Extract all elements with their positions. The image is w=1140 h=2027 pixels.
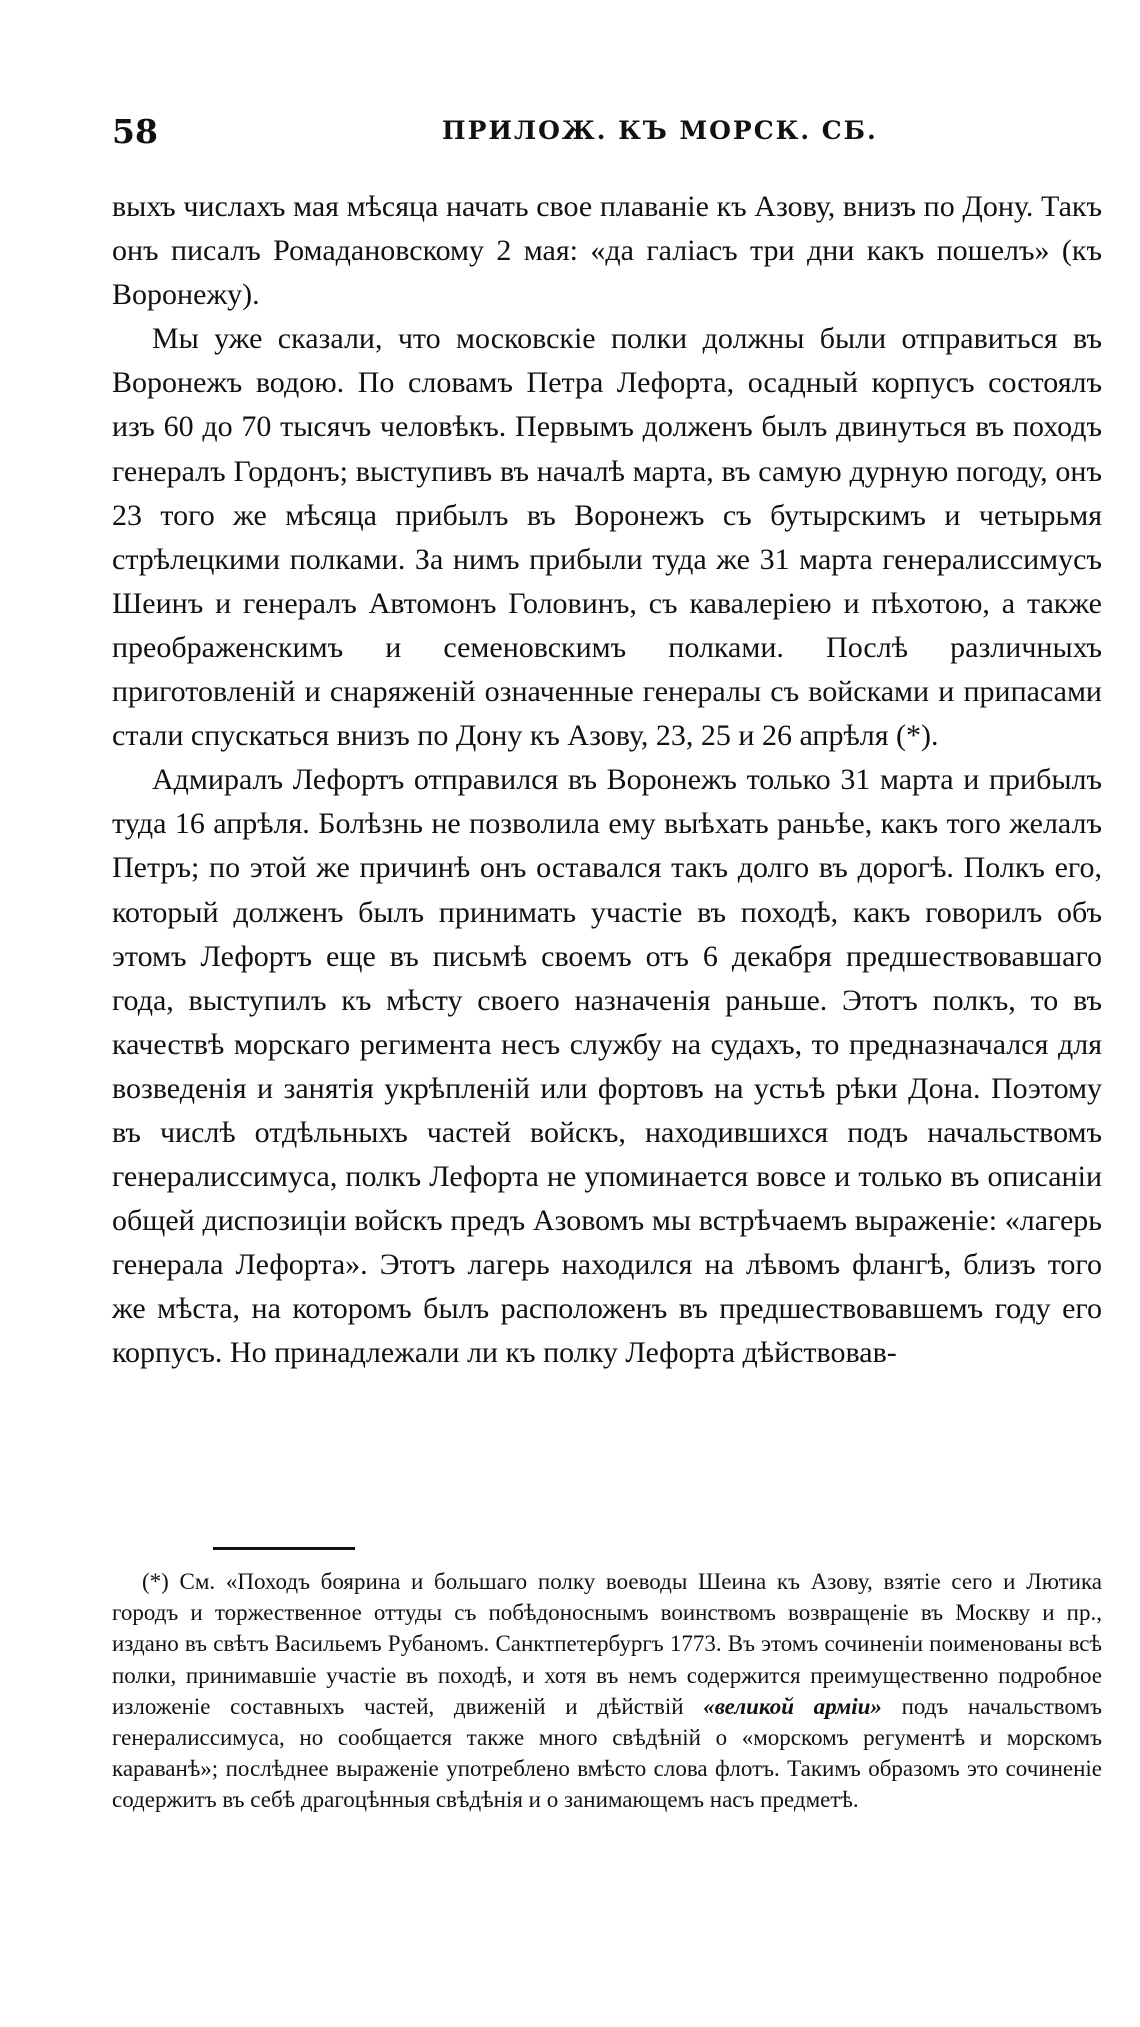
footnote-emphasis: «великой арміи» bbox=[703, 1693, 882, 1719]
paragraph-1: выхъ числахъ мая мѣсяца начать свое плаваніе къ Азову, внизъ по Дону. Такъ онъ писалъ Ромадановскому 2 мая: «да галіасъ три дни какъ пошелъ» (къ Воронежу). bbox=[112, 190, 1102, 312]
footnote-paragraph bbox=[112, 1566, 1102, 1816]
paragraph-3: Адмиралъ Лефортъ отправился въ Воронежъ только 31 марта и прибылъ туда 16 апрѣля. Болѣзнь не позволила ему выѣхать раньѣе, какъ того желалъ Петръ; по этой же причинѣ онъ оставался такъ долго въ дорогѣ. Полкъ его, который долженъ былъ принимать участіе въ походѣ, какъ говорилъ объ этомъ Лефортъ еще въ письмѣ своемъ отъ 6 декабря предшествовавшаго года, выступилъ къ мѣсту своего назначенія раньше. Этотъ полкъ, то въ качествѣ морскаго регимента несъ службу на судахъ, то предназначался для возведенія и занятія укрѣпленій или фортовъ на устьѣ рѣки Дона. Поэтому въ числѣ отдѣльныхъ частей войскъ, находившихся подъ начальствомъ генералиссимуса, полкъ Лефорта не упоминается вовсе и только въ описаніи общей диспозиціи войскъ предъ Азовомъ мы встрѣчаемъ выраженіе: «лагерь генерала Лефорта». Этотъ лагерь находился на лѣвомъ флангѣ, близъ того же мѣста, на которомъ былъ расположенъ въ предшествовавшемъ году его корпусъ. Но принадлежали ли къ полку Лефорта дѣйствовав- bbox=[112, 763, 1102, 1370]
footnote-text-end: подъ начальствомъ генералиссимуса, но сообщается также много свѣдѣній о «морскомъ регументѣ и морскомъ караванѣ»; послѣднее выраженіе употреблено вмѣсто слова флотъ. Такимъ образомъ это сочиненіе содержитъ въ себѣ драгоцѣнныя свѣдѣнія и о занимающемъ насъ предметѣ. bbox=[112, 1693, 1102, 1813]
page-header bbox=[112, 112, 1100, 162]
footnote bbox=[112, 1566, 1102, 1816]
main-text bbox=[112, 185, 1102, 1376]
footnote-divider bbox=[213, 1547, 355, 1550]
footnote-text-start: (*) См. «Походъ боярина и большаго полку воеводы Шеина къ Азову, взятіе сего и Лютика городъ и торжественное оттуды съ побѣдоноснымъ воинствомъ возвращеніе въ Москву и пр., издано въ свѣтъ Васильемъ Рубаномъ. Санктпетербургъ 1773. Въ этомъ сочиненіи поименованы всѣ полки, принимавшіе участіе въ походѣ, и хотя въ немъ содержится преимущественно подробное изложеніе составныхъ частей, движеній и дѣйствій bbox=[112, 1569, 1102, 1719]
page-number: 58 bbox=[112, 112, 158, 151]
paragraph-2: Мы уже сказали, что московскіе полки должны были отправиться въ Воронежъ водою. По словамъ Петра Лефорта, осадный корпусъ состоялъ изъ 60 до 70 тысячъ человѣкъ. Первымъ долженъ былъ двинуться въ походъ генералъ Гордонъ; выступивъ въ началѣ марта, въ самую дурную погоду, онъ 23 того же мѣсяца прибылъ въ Воронежъ съ бутырскимъ и четырьмя стрѣлецкими полками. За нимъ прибыли туда же 31 марта генералиссимусъ Шеинъ и генералъ Автомонъ Головинъ, съ кавалеріею и пѣхотою, а также преображенскимъ и семеновскимъ полками. Послѣ различныхъ приготовленій и снаряженій означенные генералы съ войсками и припасами стали спускаться внизъ по Дону къ Азову, 23, 25 и 26 апрѣля (*). bbox=[112, 322, 1102, 753]
running-head: ПРИЛОЖ. КЪ МОРСК. СБ. bbox=[442, 116, 878, 145]
